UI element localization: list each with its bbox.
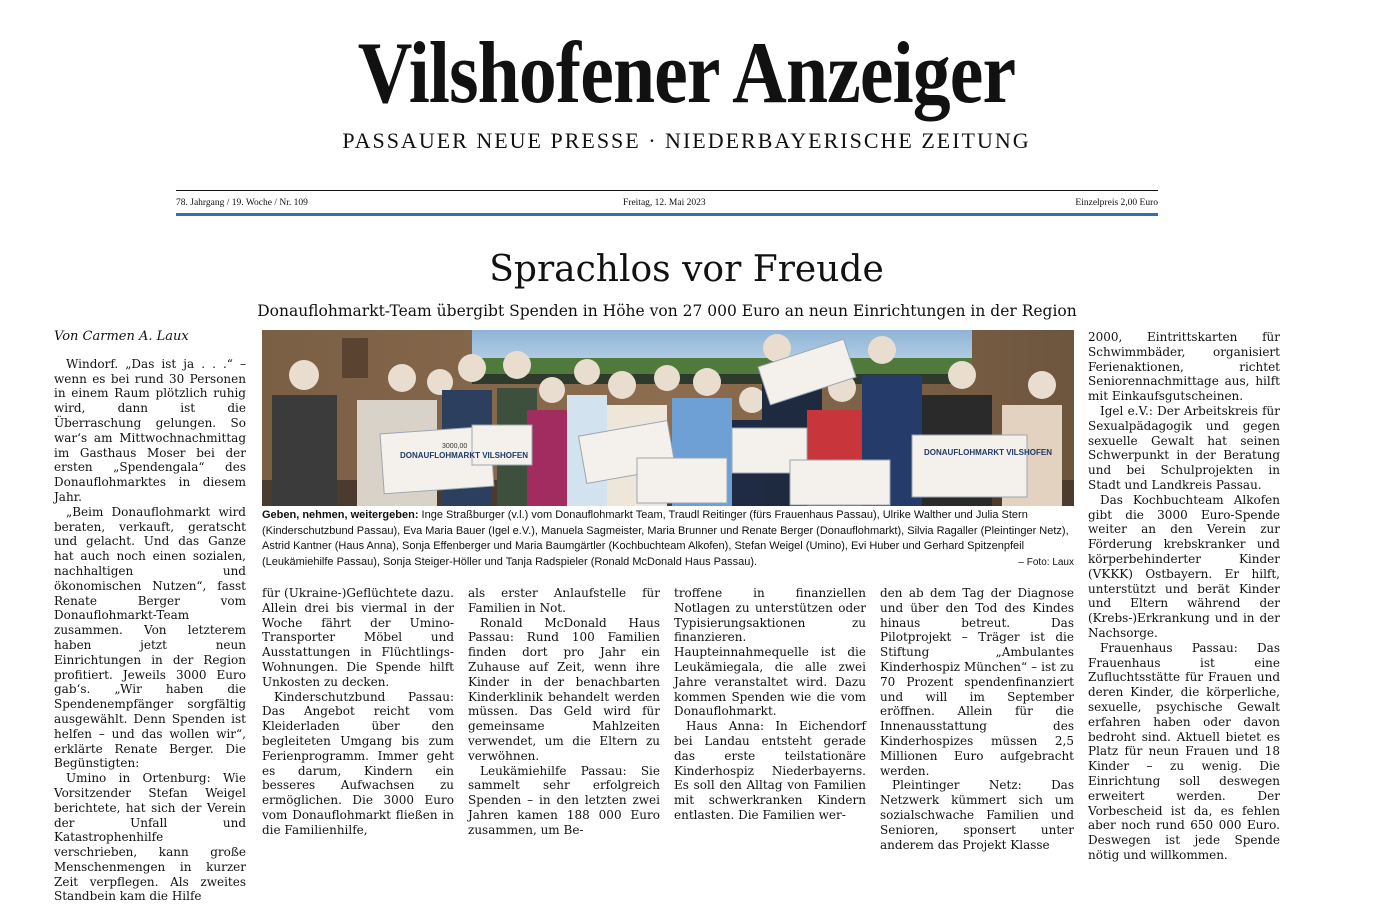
paragraph: Haus Anna: In Eichendorf bei Landau entsteht gerade das erste teilstationäre Kinderhospiz Niederbayerns. Es soll den Alltag von Familien mit schwerkranken Kindern entlasten. Die Familien wer- bbox=[674, 719, 866, 822]
newspaper-title: Vilshofener Anzeiger bbox=[357, 25, 1016, 122]
paragraph: „Beim Donauflohmarkt wird beraten, verkauft, geratscht und gelacht. Und das Ganze hat auch noch einen sozialen, nachhaltigen und ökonomischen Nutzen“, fasst Renate Berger vom Donauflohmarkt-Team zusammen. Von letzterem haben jetzt neun Einrichtungen in der Region profitiert. Jeweils 3000 Euro gab‘s. „Wir haben die Spendenempfänger sorgfältig ausgewählt. Denn Spenden ist helfen – und das wollen wir“, erklärte Renate Berger. Die Begünstigten: bbox=[54, 504, 246, 771]
paragraph: den ab dem Tag der Diagnose und über den Tod des Kindes hinaus betreut. Das Pilotprojekt – Träger ist die Stiftung „Ambulantes Kinderhospiz München“ – ist zu 70 Prozent spendenfinanziert und will im September eröffnen. Allein für die Innenausstattung des Kinderhospizes müssen 2,5 Millionen Euro aufgebracht werden. bbox=[880, 586, 1074, 778]
paragraph: Windorf. „Das ist ja . . .“ – wenn es bei rund 30 Personen in einem Raum plötzlich ruhig wird, dann ist die Überraschung gelungen. So war‘s am Mittwochnachmittag im Gasthaus Moser bei der ersten „Spendengala“ des Donauflohmarktes in diesem Jahr. bbox=[54, 356, 246, 504]
cheque-text: DONAUFLOHMARKT VILSHOFEN bbox=[400, 451, 528, 460]
article-column-2 bbox=[262, 586, 454, 838]
issue-number: 78. Jahrgang / 19. Woche / Nr. 109 bbox=[176, 198, 308, 208]
newspaper-subtitle: PASSAUER NEUE PRESSE · NIEDERBAYERISCHE ZEITUNG bbox=[342, 128, 1031, 153]
issue-price: Einzelpreis 2,00 Euro bbox=[1075, 198, 1158, 208]
photo-credit: – Foto: Laux bbox=[1018, 557, 1074, 569]
article-column-3 bbox=[468, 586, 660, 838]
top-rule bbox=[176, 190, 1158, 191]
paragraph: Das Kochbuchteam Alkofen gibt die 3000 Euro-Spende weiter an den Verein zur Förderung krebskranker und körperbehinderter Kinder (VKKK) Ostbayern. Er hilft, unterstützt und berät Kinder und Eltern während der (Krebs-)Erkrankung und in der Nachsorge. bbox=[1088, 492, 1280, 640]
article-photo bbox=[262, 330, 1074, 506]
paragraph: Leukämiehilfe Passau: Sie sammelt sehr erfolgreich Spenden – in den letzten zwei Jahren kamen 188 000 Euro zusammen, um Be- bbox=[468, 763, 660, 837]
blue-rule bbox=[176, 213, 1158, 216]
group-photo-image bbox=[262, 330, 1074, 506]
paragraph: 2000, Eintrittskarten für Schwimmbäder, organisiert Ferienaktionen, richtet Seniorennachmittage aus, hilft mit Einkaufsgutscheinen. bbox=[1088, 330, 1280, 404]
paragraph: Igel e.V.: Der Arbeitskreis für Sexualpädagogik und gegen sexuelle Gewalt hat seinen Schwerpunkt in der Beratung und bei Schulprojekten in Stadt und Landkreis Passau. bbox=[1088, 403, 1280, 492]
paragraph: Ronald McDonald Haus Passau: Rund 100 Familien finden dort pro Jahr ein Zuhause auf Zeit, wenn ihre Kinder in der benachbarten Kinderklinik behandelt werden müssen. Das Geld wird für gemeinsame Mahlzeiten verwendet, um die Eltern zu verwöhnen. bbox=[468, 615, 660, 763]
article-column-6 bbox=[1088, 330, 1280, 863]
dateline bbox=[176, 198, 1158, 212]
article-column-4 bbox=[674, 586, 866, 823]
paragraph: für (Ukraine-)Geflüchtete dazu. Allein drei bis viermal in der Woche fährt der Umino-Transporter Möbel und Ausstattungen in Flüchtlings-Wohnungen. Die Spende hilft Unkosten zu decken. bbox=[262, 586, 454, 689]
paragraph: Kinderschutzbund Passau: Das Angebot reicht vom Kleiderladen über den begleiteten Umgang bis zum Ferienprogramm. Immer geht es darum, Kindern ein besseres Aufwachsen zu ermöglichen. Die 3000 Euro vom Donauflohmarkt fließen in die Familienhilfe, bbox=[262, 689, 454, 837]
article-column-1 bbox=[54, 330, 246, 904]
cheque-text-2: DONAUFLOHMARKT VILSHOFEN bbox=[924, 448, 1052, 457]
paragraph: als erster Anlaufstelle für Familien in Not. bbox=[468, 586, 660, 615]
caption-lead: Geben, nehmen, weitergeben: bbox=[262, 509, 419, 521]
issue-date: Freitag, 12. Mai 2023 bbox=[623, 198, 706, 208]
article-headline: Sprachlos vor Freude bbox=[489, 249, 884, 290]
caption-text: Inge Straßburger (v.l.) vom Donauflohmarkt Team, Traudl Reitinger (fürs Frauenhaus Passau), Ulrike Walther und Julia Stern (Kinderschutzbund Passau), Eva Maria Bauer (Igel e.V.), Manuela Sagmeister, Maria Brunner und Renate Berger (Donauflohmarkt), Silvia Ragaller (Pleintinger Netz), Astrid Kantner (Haus Anna), Sonja Effenberger und Maria Baumgärtler (Kochbuchteam Alkofen), Stefan Weigel (Umino), Evi Huber und Gerhard Spitzenpfeil (Leukämiehilfe Passau), Sonja Steiger-Höller und Tanja Radspieler (Ronald McDonald Haus Passau). bbox=[262, 509, 1069, 569]
paragraph: Frauenhaus Passau: Das Frauenhaus ist eine Zufluchtsstätte für Frauen und deren Kinder, die körperliche, sexuelle, psychische Gewalt erfahren haben oder davon bedroht sind. Aktuell bietet es Platz für neun Frauen und 18 Kinder – zu wenig. Die Einrichtung soll deswegen erweitert werden. Der Vorbescheid ist da, es fehlen aber noch rund 650 000 Euro. Deswegen ist jede Spende nötig und willkommen. bbox=[1088, 640, 1280, 862]
photo-caption bbox=[262, 508, 1074, 571]
masthead bbox=[0, 22, 1373, 154]
article-column-5 bbox=[880, 586, 1074, 852]
article-subheadline: Donauflohmarkt-Team übergibt Spenden in Höhe von 27 000 Euro an neun Einrichtungen in der Region bbox=[257, 302, 1077, 320]
paragraph: troffene in finanziellen Notlagen zu unterstützen oder Typisierungsaktionen zu finanzieren. Haupteinnahmequelle ist die Leukämiegala, die alle zwei Jahre veranstaltet wird. Dazu kommen Spenden wie die vom Donauflohmarkt. bbox=[674, 586, 866, 719]
paragraph: Pleintinger Netz: Das Netzwerk kümmert sich um sozialschwache Familien und Senioren, sponsert unter anderem das Projekt Klasse bbox=[880, 778, 1074, 852]
paragraph: Umino in Ortenburg: Wie Vorsitzender Stefan Weigel berichtete, hat sich der Verein der Unfall und Katastrophenhilfe verschrieben, kann große Menschenmengen in kurzer Zeit verpflegen. Als zweites Standbein kam die Hilfe bbox=[54, 771, 246, 904]
byline: Von Carmen A. Laux bbox=[54, 329, 189, 344]
cheque-amount: 3000,00 bbox=[442, 443, 468, 450]
